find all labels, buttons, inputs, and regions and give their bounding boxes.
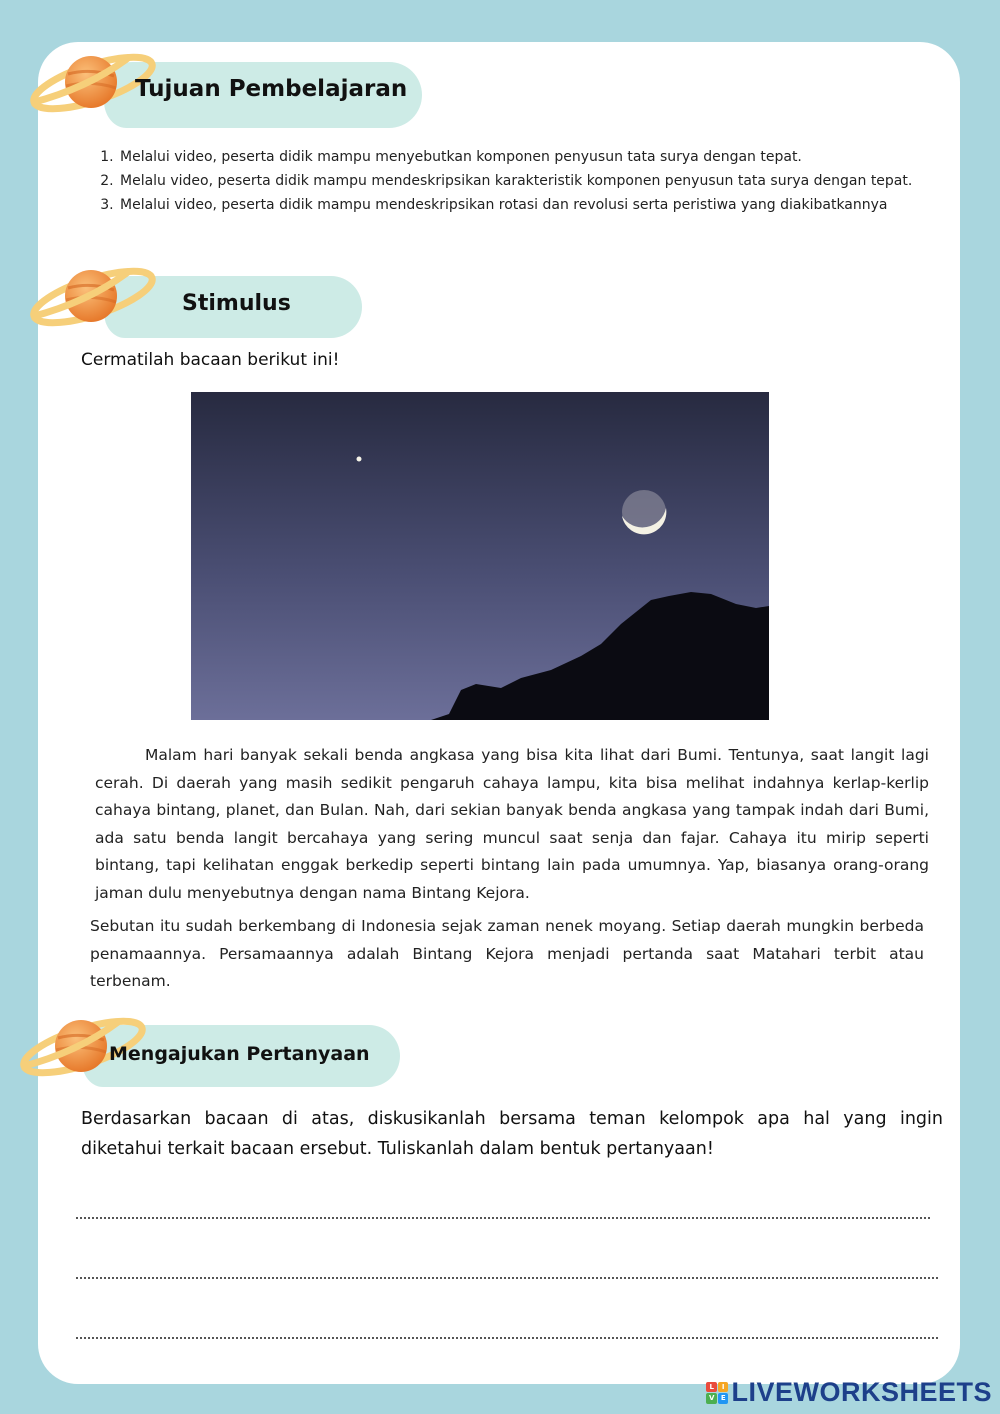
planet-icon — [28, 262, 158, 332]
watermark-text: LIVEWORKSHEETS — [731, 1377, 992, 1407]
answer-line[interactable] — [76, 1217, 930, 1219]
venus-star — [357, 457, 362, 462]
answer-line[interactable] — [76, 1337, 938, 1339]
liveworksheets-logo-icon: L I V E — [706, 1382, 728, 1404]
crescent-moon — [622, 490, 666, 534]
list-item: 3. Melalui video, peserta didik mampu mendeskripsikan rotasi dan revolusi serta peristiwa yang diakibatkannya — [118, 193, 944, 217]
stimulus-instruction: Cermatilah bacaan berikut ini! — [81, 350, 340, 370]
section-title-tujuan: Tujuan Pembelajaran — [135, 76, 408, 102]
answer-line[interactable] — [76, 1277, 938, 1279]
section-title-pertanyaan: Mengajukan Pertanyaan — [109, 1043, 370, 1065]
stimulus-paragraph-2: Sebutan itu sudah berkembang di Indonesia sejak zaman nenek moyang. Setiap daerah mungkin berbeda penamaannya. Persamaannya adalah Bintang Kejora menjadi pertanda saat Matahari terbit atau terbenam. — [90, 917, 924, 991]
section-title-stimulus: Stimulus — [182, 291, 291, 316]
list-item: 2. Melalu video, peserta didik mampu mendeskripsikan karakteristik komponen penyusun tata surya dengan tepat. — [118, 169, 944, 193]
learning-goals-list — [100, 145, 944, 217]
list-item: 1. Melalui video, peserta didik mampu menyebutkan komponen penyusun tata surya dengan tepat. — [118, 145, 944, 169]
liveworksheets-watermark — [706, 1377, 992, 1408]
night-sky-photo — [191, 392, 769, 720]
stimulus-paragraph-1: Malam hari banyak sekali benda angkasa yang bisa kita lihat dari Bumi. Tentunya, saat langit lagi cerah. Di daerah yang masih sedikit pengaruh cahaya lampu, kita bisa melihat indahnya kerlap-kerlip cahaya bintang, planet, dan Bulan. Nah, dari sekian banyak benda angkasa yang tampak indah dari Bumi, ada satu benda langit bercahaya yang sering muncul saat senja dan fajar. Cahaya itu mirip seperti bintang, tapi kelihatan enggak berkedip seperti bintang lain pada umumnya. Yap, biasanya orang-orang jaman dulu menyebutnya dengan nama Bintang Kejora. — [95, 746, 929, 902]
question-prompt: Berdasarkan bacaan di atas, diskusikanlah bersama teman kelompok apa hal yang ingin diketahui terkait bacaan ersebut. Tuliskanlah dalam bentuk pertanyaan! — [81, 1109, 943, 1159]
